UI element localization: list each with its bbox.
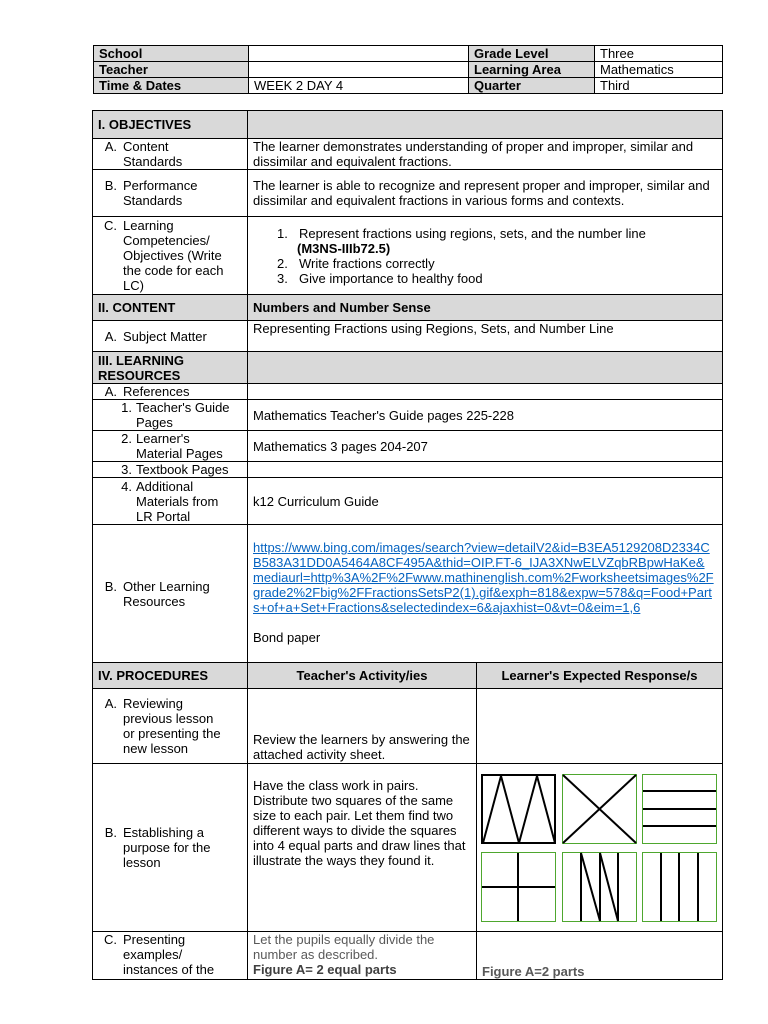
learners-material-label: [93, 431, 248, 462]
learner-response-heading: Learner's Expected Response/s: [477, 663, 723, 689]
procedure-a-teacher: Review the learners by answering the attached activity sheet.: [248, 689, 477, 764]
header-table: [93, 45, 723, 94]
objectives-heading-blank: [248, 111, 723, 139]
school-label: School: [94, 46, 249, 62]
row-label: Presenting examples/ instances of the: [123, 932, 215, 977]
row-label: Establishing a purpose for the lesson: [123, 825, 211, 870]
row-letter: A.: [104, 139, 117, 154]
resources-heading: III. LEARNING RESOURCES: [93, 352, 248, 384]
procedure-b-label: [93, 764, 248, 932]
area-label: Learning Area: [469, 62, 595, 78]
procedure-b-teacher: Have the class work in pairs. Distribute two squares of the same size to each pair. Let them find two different ways to divide the squares into 4 equal parts and draw lines that illustrate the ways they found it.: [248, 764, 477, 932]
additional-materials-value: k12 Curriculum Guide: [248, 478, 723, 525]
row-letter: C.: [104, 218, 117, 233]
row-letter: B.: [104, 178, 117, 193]
list-number: 1.: [277, 225, 288, 241]
ref-label: Additional Materials from LR Portal: [136, 478, 219, 524]
procedure-c-teacher-figure: Figure A= 2 equal parts: [253, 962, 397, 977]
teachers-guide-label: [93, 400, 248, 431]
row-label: Content Standards: [123, 139, 183, 169]
quarter-value: Third: [595, 78, 723, 94]
row-label: Other Learning Resources: [123, 578, 210, 609]
ref-label: Textbook Pages: [136, 462, 229, 477]
ref-number: 1.: [121, 400, 132, 415]
subject-matter-text: Representing Fractions using Regions, Sets, and Number Line: [248, 321, 723, 352]
row-letter: A.: [104, 384, 117, 399]
row-label: Performance Standards: [123, 178, 198, 208]
learners-material-value: Mathematics 3 pages 204-207: [248, 431, 723, 462]
row-label: References: [123, 384, 190, 399]
ref-label: Learner's Material Pages: [136, 431, 223, 461]
ref-label: Teacher's Guide Pages: [136, 400, 230, 430]
references-value: [248, 384, 723, 400]
teacher-activity-heading: Teacher's Activity/ies: [248, 663, 477, 689]
textbook-pages-label: [93, 462, 248, 478]
row-letter: C.: [104, 932, 117, 947]
performance-standards-text: The learner is able to recognize and represent proper and improper, similar and dissimilar and equivalent fractions in various forms and contexts.: [248, 170, 723, 217]
lesson-plan-table: [92, 110, 723, 980]
square-n-image: [562, 852, 637, 922]
ref-number: 4.: [121, 478, 132, 494]
resource-link[interactable]: https://www.bing.com/images/search?view=detailV2&id=B3EA5129208D2334CB583A31DD0A5464A8CF495A&thid=OIP.FT-6_IJA3XNwELVZqbRBpwHaKe&mediaurl=http%3A%2F%2Fwww.mathinenglish.com%2Fworksheetsimages%2Fgrade2%2Fbig%2FFractionsSetsP2(1).gif&exph=818&expw=578&q=Food+Parts+of+a+Set+Fractions&selectedindex=6&ajaxhist=0&vt=0&eim=1,6: [253, 540, 714, 615]
procedure-a-learner: [477, 689, 723, 764]
ref-number: 3.: [121, 462, 132, 477]
procedure-c-learner: Figure A=2 parts: [477, 932, 723, 980]
row-letter: B.: [104, 578, 117, 594]
competency-code: (M3NS-IIIb72.5): [297, 240, 391, 256]
teacher-value: [249, 62, 469, 78]
list-item: [253, 256, 717, 271]
learning-competencies-list: [248, 217, 723, 295]
procedures-heading: IV. PROCEDURES: [93, 663, 248, 689]
row-letter: A.: [104, 328, 117, 344]
additional-materials-label: [93, 478, 248, 525]
resources-heading-blank: [248, 352, 723, 384]
time-value: WEEK 2 DAY 4: [249, 78, 469, 94]
subject-matter-label: [93, 321, 248, 352]
list-text: Give importance to healthy food: [299, 270, 483, 286]
row-label: Learning Competencies/ Objectives (Write the code for each LC): [123, 218, 224, 293]
quarter-label: Quarter: [469, 78, 595, 94]
square-zigzag-image: [481, 774, 556, 844]
square-vertical-lines-image: [642, 852, 717, 922]
ref-number: 2.: [121, 431, 132, 446]
other-resources-value: [248, 525, 723, 663]
area-value: Mathematics: [595, 62, 723, 78]
list-text: Represent fractions using regions, sets, and the number line: [299, 225, 646, 241]
school-value: [249, 46, 469, 62]
content-standards-text: The learner demonstrates understanding of proper and improper, similar and dissimilar and equivalent fractions.: [248, 139, 723, 170]
row-label: Reviewing previous lesson or presenting the new lesson: [123, 696, 221, 756]
procedure-c-teacher-text: Let the pupils equally divide the number as described.: [253, 932, 435, 962]
list-item: [253, 226, 717, 256]
row-letter: B.: [104, 825, 117, 840]
square-horizontal-lines-image: [642, 774, 717, 844]
performance-standards-label: [93, 170, 248, 217]
objectives-heading: I. OBJECTIVES: [93, 111, 248, 139]
list-number: 2.: [277, 255, 288, 271]
bond-paper-text: Bond paper: [253, 630, 321, 645]
content-heading-value: Numbers and Number Sense: [248, 295, 723, 321]
list-item: [253, 271, 717, 286]
teachers-guide-value: Mathematics Teacher's Guide pages 225-228: [248, 400, 723, 431]
procedure-c-label: [93, 932, 248, 980]
square-x-image: [562, 774, 637, 844]
procedure-c-teacher: [248, 932, 477, 980]
row-letter: A.: [104, 696, 117, 711]
content-heading: II. CONTENT: [93, 295, 248, 321]
time-label: Time & Dates: [94, 78, 249, 94]
textbook-pages-value: [248, 462, 723, 478]
grade-label: Grade Level: [469, 46, 595, 62]
teacher-label: Teacher: [94, 62, 249, 78]
content-standards-label: [93, 139, 248, 170]
list-text: Write fractions correctly: [299, 255, 435, 271]
references-label: [93, 384, 248, 400]
square-cross-image: [481, 852, 556, 922]
learning-competencies-label: [93, 217, 248, 295]
procedure-a-label: [93, 689, 248, 764]
grade-value: Three: [595, 46, 723, 62]
other-resources-label: [93, 525, 248, 663]
list-number: 3.: [277, 270, 288, 286]
row-label: Subject Matter: [123, 328, 207, 344]
